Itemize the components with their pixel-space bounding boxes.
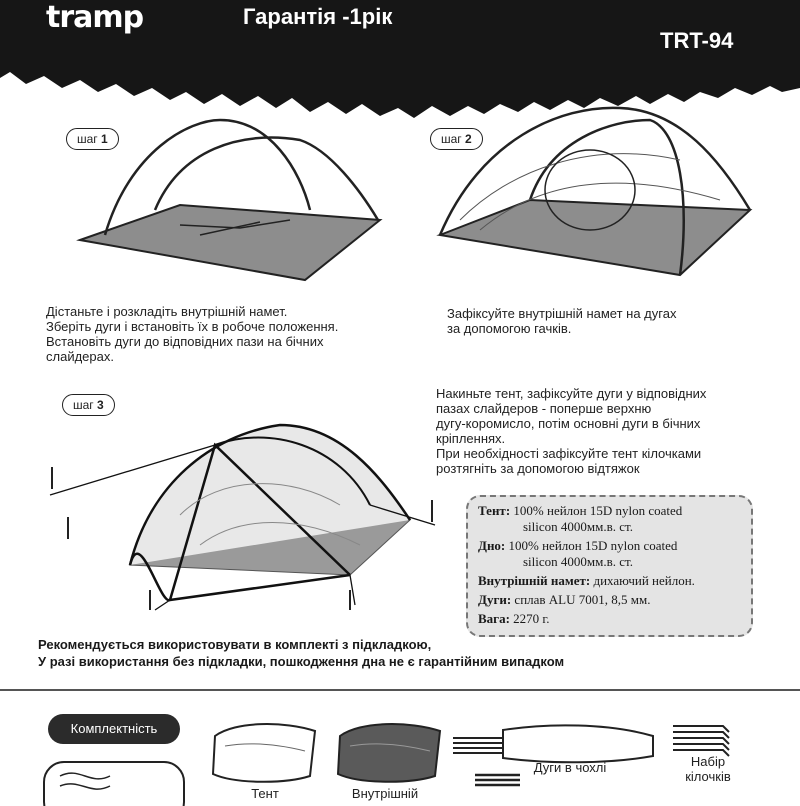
spec-value: 100% нейлон 15D nylon coated <box>513 503 683 518</box>
step-3-line: При необхідності зафіксуйте тент кілочками <box>436 446 702 461</box>
spec-row-inner <box>478 573 745 589</box>
kit-title-badge: Комплектність <box>48 714 180 744</box>
kit-item-poles: Дуги в чохлі <box>533 760 607 775</box>
step-3-line: Накиньте тент, зафіксуйте дуги у відповідних <box>436 386 707 401</box>
step-badge-prefix: шаг <box>441 132 462 146</box>
step-2-text <box>447 306 767 336</box>
step-1-illustration <box>60 110 400 290</box>
step-2-line: за допомогою гачків. <box>447 321 572 336</box>
step-1-line: Зберіть дуги і встановіть їх в робоче положення. <box>46 319 339 334</box>
kit-item-pegs-line: Набір <box>690 754 726 769</box>
kit-item-inner: Внутрішній <box>351 786 419 801</box>
step-3-line: пазах слайдеров - поперше верхню <box>436 401 652 416</box>
step-3-line: кріпленнях. <box>436 431 506 446</box>
step-badge-prefix: шаг <box>73 398 94 412</box>
spec-value: сплав ALU 7001, 8,5 мм. <box>514 592 651 607</box>
spec-value: 2270 г. <box>513 611 550 626</box>
kit-item-pegs <box>668 754 748 784</box>
step-2-line: Зафіксуйте внутрішній намет на дугах <box>447 306 677 321</box>
spec-value: дихаючий нейлон. <box>593 573 695 588</box>
specs-box <box>466 495 753 637</box>
step-3-text <box>436 386 776 476</box>
fly-bag-icon <box>205 716 325 786</box>
spec-label: Дуги: <box>478 592 512 607</box>
step-badge-number: 1 <box>101 132 108 146</box>
kit-item-pegs-line: кілочків <box>685 769 731 784</box>
model-code: TRT-94 <box>660 28 734 53</box>
spec-value-cont: silicon 4000мм.в. ст. <box>523 519 633 534</box>
step-2-illustration <box>420 100 780 280</box>
section-divider <box>0 689 800 691</box>
spec-row-fly <box>478 503 745 535</box>
step-1-line: Дістаньте і розкладіть внутрішній намет. <box>46 304 288 319</box>
stuff-sack-icon <box>40 756 190 806</box>
spec-value-cont: silicon 4000мм.в. ст. <box>523 554 633 569</box>
note-line: У разі використання без підкладки, пошкодження дна не є гарантійним випадком <box>38 654 565 669</box>
step-3-line: дугу-коромисло, потім основні дуги в бічних <box>436 416 701 431</box>
spec-value: 100% нейлон 15D nylon coated <box>508 538 678 553</box>
step-badge-number: 3 <box>97 398 104 412</box>
spec-label: Внутрішній намет: <box>478 573 591 588</box>
spec-row-poles <box>478 592 745 608</box>
inner-tent-bag-icon <box>330 716 450 786</box>
step-1-text <box>46 304 406 364</box>
spec-label: Вага: <box>478 611 510 626</box>
step-1-line: Встановіть дуги до відповідних пази на бічних <box>46 334 324 349</box>
spec-label: Тент: <box>478 503 511 518</box>
brand-logo: tramp <box>46 0 144 35</box>
warranty-note <box>38 636 564 670</box>
step-badge-prefix: шаг <box>77 132 98 146</box>
step-3-illustration <box>40 405 460 625</box>
kit-item-fly: Тент <box>251 786 279 801</box>
step-3-line: розтягніть за допомогою відтяжок <box>436 461 640 476</box>
step-1-line: слайдерах. <box>46 349 114 364</box>
spec-label: Дно: <box>478 538 506 553</box>
spec-row-weight <box>478 611 745 627</box>
step-badge-number: 2 <box>465 132 472 146</box>
note-line: Рекомендується використовувати в комплекті з підкладкою, <box>38 637 432 652</box>
spec-row-floor <box>478 538 745 570</box>
warranty-text: Гарантія -1рік <box>243 4 393 29</box>
